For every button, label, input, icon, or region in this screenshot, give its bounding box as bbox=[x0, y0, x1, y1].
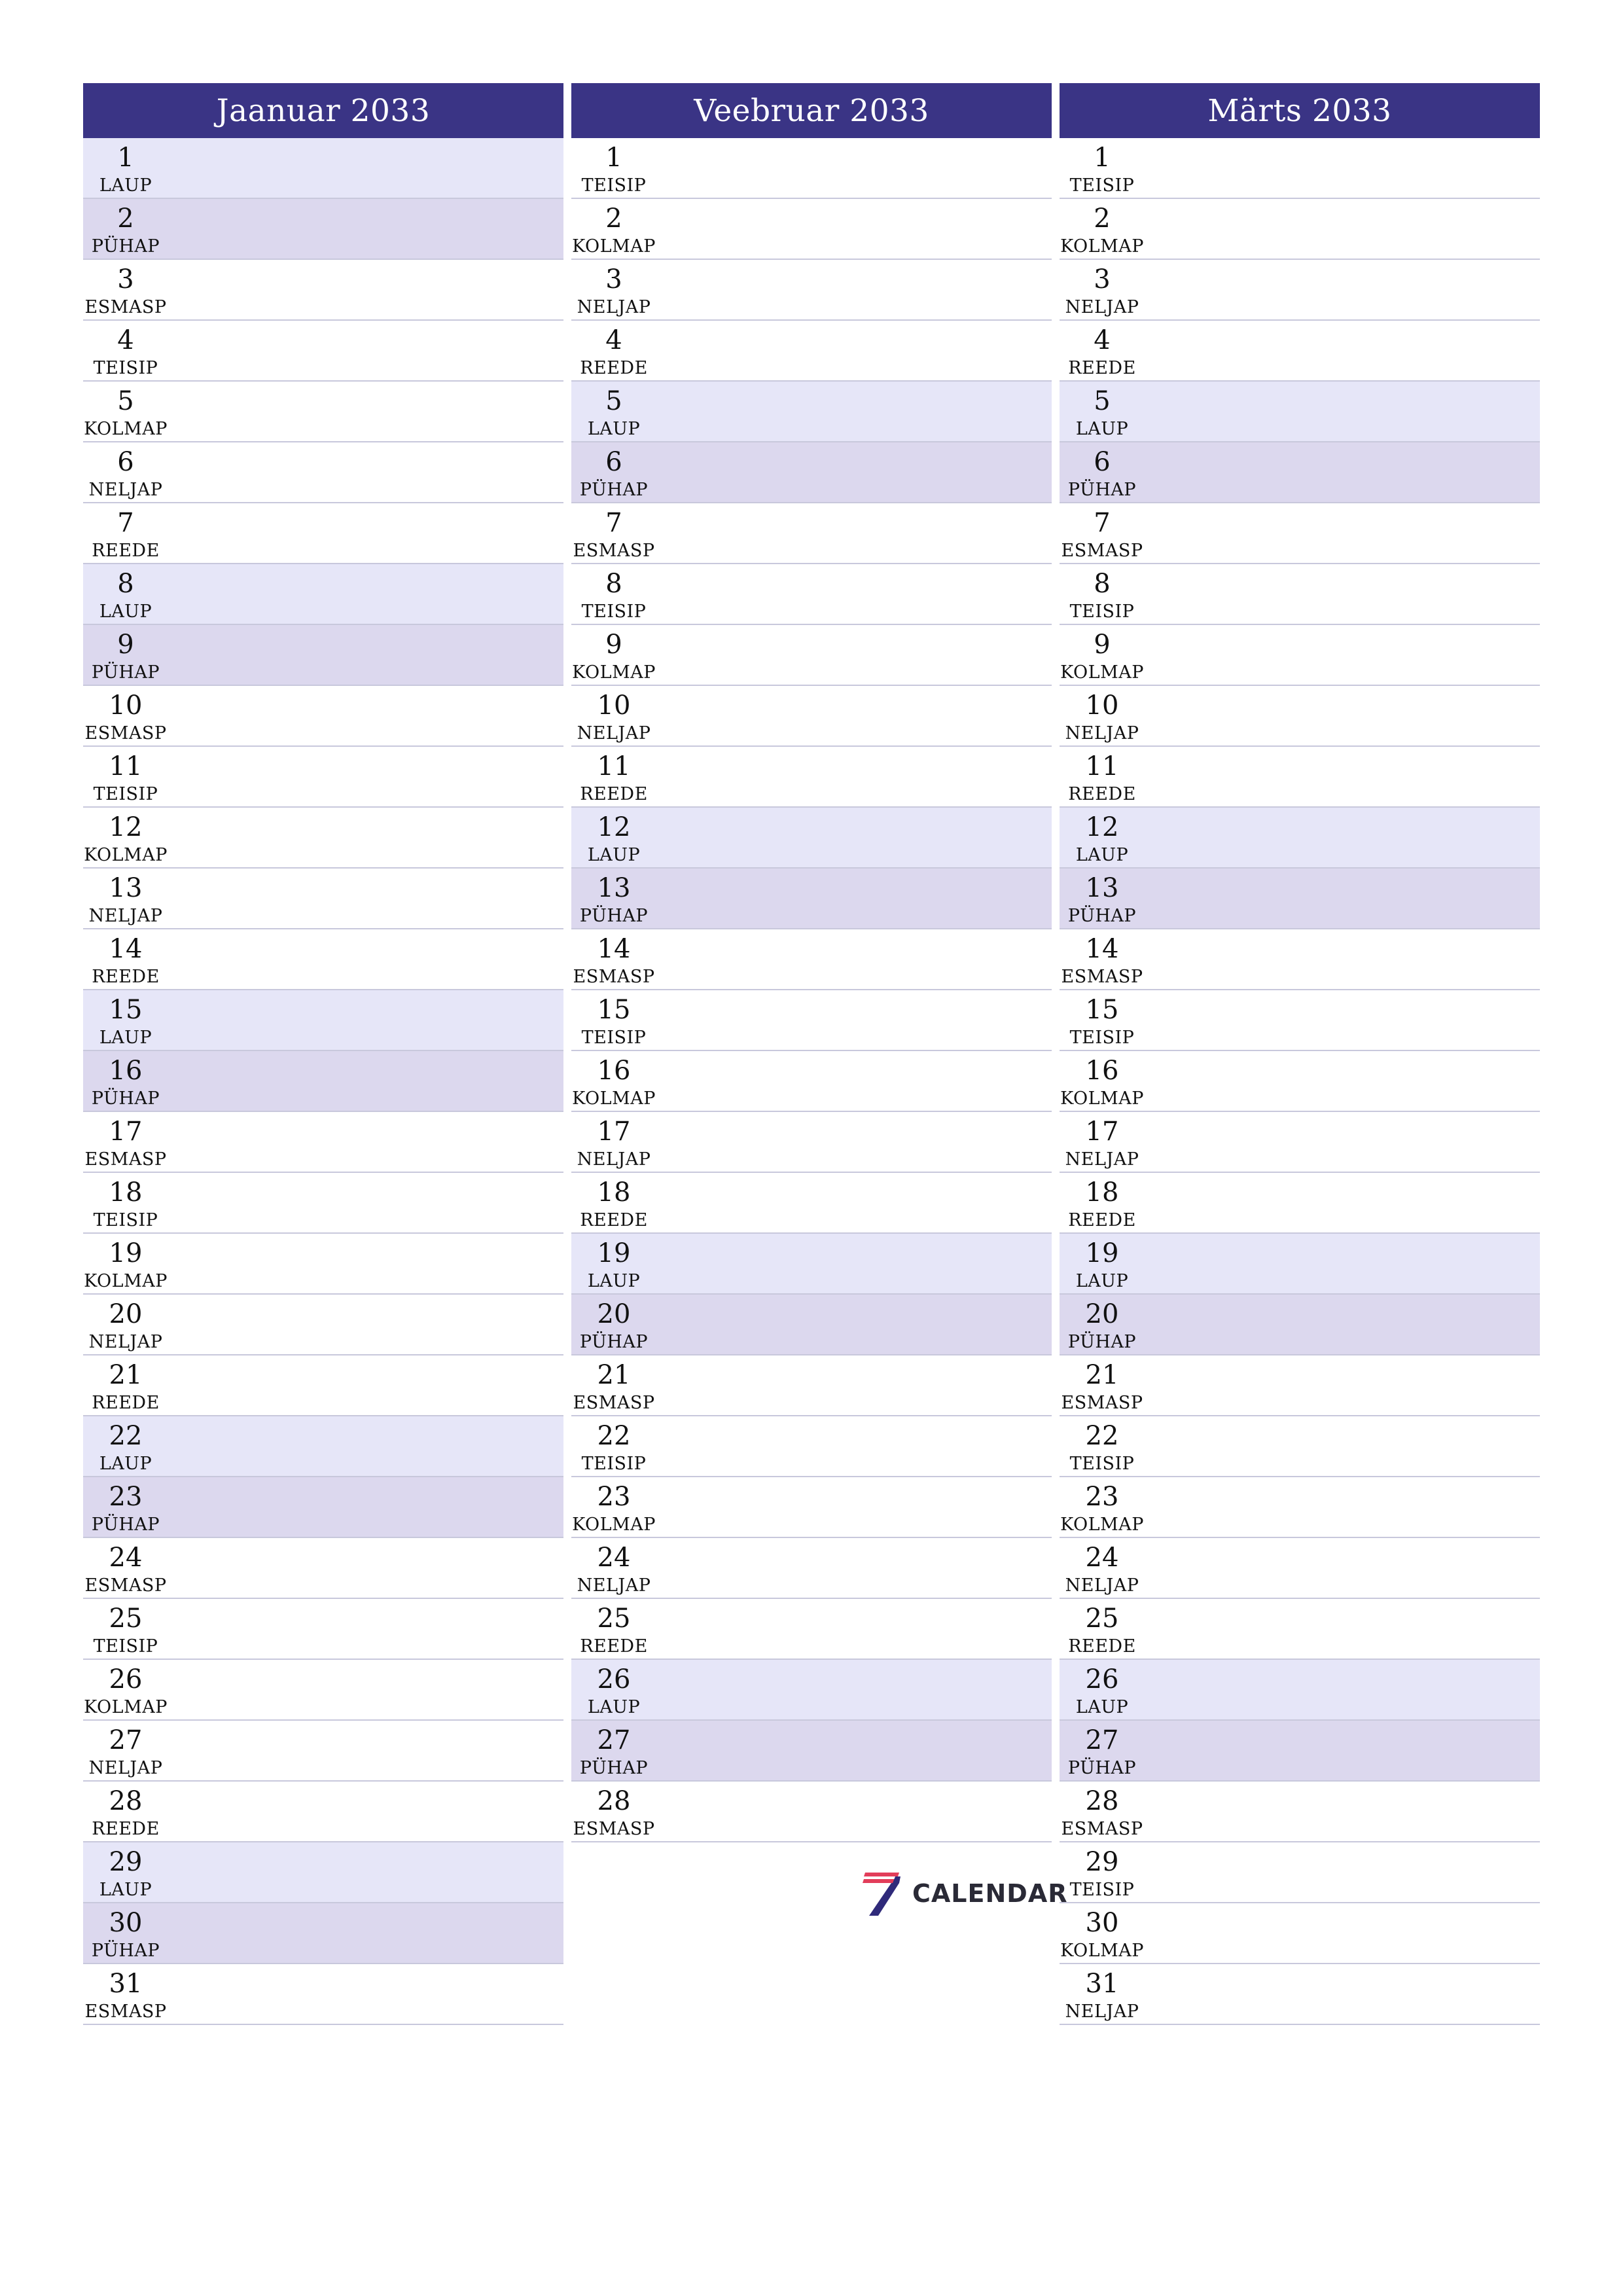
day-number: 7 bbox=[1094, 508, 1111, 538]
day-number: 15 bbox=[597, 995, 631, 1025]
weekday-name: ESMASP bbox=[84, 2001, 167, 2022]
day-number: 21 bbox=[1085, 1360, 1119, 1390]
day-row bbox=[571, 1355, 1052, 1416]
day-row bbox=[83, 1295, 563, 1355]
day-row bbox=[571, 199, 1052, 260]
month-march bbox=[1060, 83, 1540, 2025]
day-row bbox=[83, 990, 563, 1051]
seven-logo-icon bbox=[861, 1870, 903, 1917]
weekday-name: ESMASP bbox=[84, 1149, 167, 1170]
day-row bbox=[83, 1842, 563, 1903]
day-number: 22 bbox=[109, 1421, 143, 1451]
day-row bbox=[83, 1234, 563, 1295]
weekday-name: REEDE bbox=[580, 784, 648, 804]
weekday-name: LAUP bbox=[1075, 1697, 1129, 1717]
weekday-name: LAUP bbox=[1075, 419, 1129, 439]
weekday-name: KOLMAP bbox=[1060, 1515, 1144, 1535]
day-number: 22 bbox=[1085, 1421, 1119, 1451]
day-row bbox=[83, 503, 563, 564]
weekday-name: NELJAP bbox=[88, 1758, 163, 1778]
day-row bbox=[571, 442, 1052, 503]
day-number: 31 bbox=[1085, 1969, 1119, 1999]
weekday-name: NELJAP bbox=[1065, 2001, 1139, 2022]
day-row bbox=[571, 1538, 1052, 1599]
weekday-name: PÜHAP bbox=[1067, 1758, 1137, 1778]
weekday-name: LAUP bbox=[99, 175, 152, 196]
weekday-name: TEISIP bbox=[93, 1636, 158, 1657]
weekday-name: ESMASP bbox=[84, 297, 167, 317]
month-title: Jaanuar 2033 bbox=[83, 83, 563, 138]
weekday-name: KOLMAP bbox=[1060, 1088, 1144, 1109]
day-row bbox=[1060, 442, 1540, 503]
weekday-name: REEDE bbox=[580, 1636, 648, 1657]
day-number: 13 bbox=[1085, 873, 1119, 903]
day-row bbox=[1060, 1964, 1540, 2025]
day-number: 5 bbox=[117, 386, 134, 416]
weekday-name: ESMASP bbox=[1061, 1393, 1143, 1413]
day-number: 28 bbox=[597, 1786, 631, 1816]
day-row bbox=[571, 1295, 1052, 1355]
logo-text: CALENDAR bbox=[912, 1879, 1068, 1908]
day-row bbox=[83, 808, 563, 869]
day-row bbox=[83, 1721, 563, 1782]
weekday-name: ESMASP bbox=[1061, 541, 1143, 561]
day-row bbox=[571, 564, 1052, 625]
day-number: 14 bbox=[597, 934, 631, 964]
weekday-name: NELJAP bbox=[1065, 1149, 1139, 1170]
day-row bbox=[83, 382, 563, 442]
weekday-name: ESMASP bbox=[573, 1819, 655, 1839]
day-number: 14 bbox=[1085, 934, 1119, 964]
day-row bbox=[571, 1416, 1052, 1477]
day-row bbox=[571, 990, 1052, 1051]
day-number: 23 bbox=[1085, 1482, 1119, 1512]
day-number: 13 bbox=[109, 873, 143, 903]
day-row bbox=[571, 138, 1052, 199]
day-number: 2 bbox=[117, 204, 134, 234]
day-number: 30 bbox=[1085, 1908, 1119, 1938]
day-number: 27 bbox=[597, 1725, 631, 1755]
day-number: 18 bbox=[1085, 1177, 1119, 1208]
day-row bbox=[1060, 1112, 1540, 1173]
day-row bbox=[83, 1416, 563, 1477]
day-number: 19 bbox=[109, 1238, 143, 1268]
month-title: Märts 2033 bbox=[1060, 83, 1540, 138]
day-number: 5 bbox=[605, 386, 622, 416]
weekday-name: REEDE bbox=[92, 967, 160, 987]
day-number: 20 bbox=[597, 1299, 631, 1329]
day-number: 9 bbox=[1094, 630, 1111, 660]
day-row bbox=[571, 929, 1052, 990]
day-row bbox=[83, 1782, 563, 1842]
weekday-name: LAUP bbox=[99, 1028, 152, 1048]
day-number: 25 bbox=[1085, 1604, 1119, 1634]
day-number: 3 bbox=[605, 264, 622, 295]
day-row bbox=[83, 686, 563, 747]
weekday-name: NELJAP bbox=[88, 1332, 163, 1352]
day-number: 9 bbox=[605, 630, 622, 660]
day-number: 26 bbox=[1085, 1664, 1119, 1695]
month-title: Veebruar 2033 bbox=[571, 83, 1052, 138]
day-number: 9 bbox=[117, 630, 134, 660]
weekday-name: TEISIP bbox=[1069, 175, 1135, 196]
day-row bbox=[1060, 1660, 1540, 1721]
weekday-name: PÜHAP bbox=[1067, 480, 1137, 500]
day-number: 1 bbox=[605, 143, 622, 173]
day-number: 18 bbox=[597, 1177, 631, 1208]
weekday-name: ESMASP bbox=[1061, 1819, 1143, 1839]
day-row bbox=[571, 1599, 1052, 1660]
day-row bbox=[1060, 321, 1540, 382]
day-row bbox=[83, 564, 563, 625]
day-row bbox=[571, 1112, 1052, 1173]
day-row bbox=[1060, 869, 1540, 929]
day-row bbox=[83, 1051, 563, 1112]
day-number: 31 bbox=[109, 1969, 143, 1999]
day-number: 24 bbox=[597, 1543, 631, 1573]
day-number: 17 bbox=[1085, 1117, 1119, 1147]
weekday-name: NELJAP bbox=[88, 906, 163, 926]
day-row bbox=[571, 1173, 1052, 1234]
day-number: 29 bbox=[1085, 1847, 1119, 1877]
day-row bbox=[1060, 382, 1540, 442]
day-number: 14 bbox=[109, 934, 143, 964]
day-number: 6 bbox=[605, 447, 622, 477]
day-number: 2 bbox=[605, 204, 622, 234]
day-row bbox=[1060, 1173, 1540, 1234]
day-row bbox=[571, 747, 1052, 808]
day-number: 1 bbox=[1094, 143, 1111, 173]
day-row bbox=[571, 1721, 1052, 1782]
day-number: 20 bbox=[109, 1299, 143, 1329]
weekday-name: REEDE bbox=[1068, 358, 1136, 378]
day-number: 28 bbox=[109, 1786, 143, 1816]
weekday-name: REEDE bbox=[580, 358, 648, 378]
weekday-name: LAUP bbox=[587, 419, 641, 439]
weekday-name: PÜHAP bbox=[91, 1515, 160, 1535]
day-number: 8 bbox=[605, 569, 622, 599]
day-number: 17 bbox=[109, 1117, 143, 1147]
weekday-name: TEISIP bbox=[93, 1210, 158, 1230]
day-number: 5 bbox=[1094, 386, 1111, 416]
day-row bbox=[571, 1051, 1052, 1112]
weekday-name: NELJAP bbox=[88, 480, 163, 500]
day-row bbox=[1060, 1416, 1540, 1477]
day-row bbox=[1060, 686, 1540, 747]
day-row bbox=[571, 1782, 1052, 1842]
day-row bbox=[1060, 1599, 1540, 1660]
weekday-name: TEISIP bbox=[1069, 1028, 1135, 1048]
day-number: 15 bbox=[109, 995, 143, 1025]
day-number: 19 bbox=[1085, 1238, 1119, 1268]
day-row bbox=[571, 503, 1052, 564]
day-number: 30 bbox=[109, 1908, 143, 1938]
weekday-name: KOLMAP bbox=[84, 1697, 168, 1717]
weekday-name: NELJAP bbox=[577, 1575, 651, 1596]
day-number: 7 bbox=[605, 508, 622, 538]
day-number: 24 bbox=[1085, 1543, 1119, 1573]
day-number: 11 bbox=[109, 751, 143, 781]
weekday-name: KOLMAP bbox=[84, 845, 168, 865]
weekday-name: TEISIP bbox=[581, 1454, 647, 1474]
day-number: 6 bbox=[117, 447, 134, 477]
day-row bbox=[83, 1112, 563, 1173]
weekday-name: TEISIP bbox=[581, 1028, 647, 1048]
day-row bbox=[571, 686, 1052, 747]
day-number: 12 bbox=[1085, 812, 1119, 842]
day-row bbox=[83, 625, 563, 686]
weekday-name: ESMASP bbox=[573, 967, 655, 987]
calendar-logo bbox=[861, 1867, 1067, 1920]
weekday-name: REEDE bbox=[1068, 1636, 1136, 1657]
day-row bbox=[83, 442, 563, 503]
day-row bbox=[83, 869, 563, 929]
weekday-name: NELJAP bbox=[577, 297, 651, 317]
weekday-name: PÜHAP bbox=[91, 662, 160, 683]
day-row bbox=[1060, 808, 1540, 869]
day-row bbox=[83, 260, 563, 321]
day-row bbox=[83, 1964, 563, 2025]
day-number: 23 bbox=[109, 1482, 143, 1512]
day-row bbox=[83, 747, 563, 808]
weekday-name: ESMASP bbox=[573, 541, 655, 561]
day-number: 2 bbox=[1094, 204, 1111, 234]
day-number: 6 bbox=[1094, 447, 1111, 477]
weekday-name: ESMASP bbox=[1061, 967, 1143, 987]
weekday-name: KOLMAP bbox=[572, 1515, 656, 1535]
weekday-name: REEDE bbox=[580, 1210, 648, 1230]
day-row bbox=[1060, 1477, 1540, 1538]
day-list bbox=[83, 138, 563, 2025]
weekday-name: REEDE bbox=[1068, 784, 1136, 804]
weekday-name: PÜHAP bbox=[91, 1941, 160, 1961]
day-number: 26 bbox=[597, 1664, 631, 1695]
day-row bbox=[1060, 1234, 1540, 1295]
day-list bbox=[571, 138, 1052, 1842]
weekday-name: REEDE bbox=[92, 541, 160, 561]
day-number: 18 bbox=[109, 1177, 143, 1208]
weekday-name: LAUP bbox=[587, 1697, 641, 1717]
weekday-name: ESMASP bbox=[573, 1393, 655, 1413]
day-row bbox=[571, 1660, 1052, 1721]
month-february bbox=[571, 83, 1052, 1842]
day-row bbox=[571, 1234, 1052, 1295]
day-number: 20 bbox=[1085, 1299, 1119, 1329]
day-row bbox=[1060, 747, 1540, 808]
day-number: 11 bbox=[1085, 751, 1119, 781]
day-number: 21 bbox=[597, 1360, 631, 1390]
weekday-name: KOLMAP bbox=[572, 1088, 656, 1109]
day-row bbox=[83, 1477, 563, 1538]
day-number: 10 bbox=[1085, 691, 1119, 721]
weekday-name: PÜHAP bbox=[579, 1332, 649, 1352]
day-row bbox=[1060, 625, 1540, 686]
weekday-name: LAUP bbox=[587, 1271, 641, 1291]
day-number: 12 bbox=[597, 812, 631, 842]
weekday-name: KOLMAP bbox=[1060, 236, 1144, 257]
day-number: 28 bbox=[1085, 1786, 1119, 1816]
weekday-name: TEISIP bbox=[1069, 1454, 1135, 1474]
day-number: 11 bbox=[597, 751, 631, 781]
day-number: 25 bbox=[597, 1604, 631, 1634]
day-row bbox=[83, 1355, 563, 1416]
weekday-name: NELJAP bbox=[577, 723, 651, 744]
weekday-name: TEISIP bbox=[93, 784, 158, 804]
day-number: 26 bbox=[109, 1664, 143, 1695]
weekday-name: TEISIP bbox=[93, 358, 158, 378]
day-row bbox=[571, 625, 1052, 686]
day-row bbox=[1060, 1355, 1540, 1416]
day-row bbox=[571, 382, 1052, 442]
day-row bbox=[83, 929, 563, 990]
weekday-name: LAUP bbox=[1075, 1271, 1129, 1291]
weekday-name: PÜHAP bbox=[579, 1758, 649, 1778]
day-row bbox=[1060, 929, 1540, 990]
day-number: 27 bbox=[1085, 1725, 1119, 1755]
weekday-name: KOLMAP bbox=[1060, 662, 1144, 683]
day-number: 16 bbox=[109, 1056, 143, 1086]
day-number: 4 bbox=[605, 325, 622, 355]
day-number: 15 bbox=[1085, 995, 1119, 1025]
day-row bbox=[83, 1599, 563, 1660]
weekday-name: KOLMAP bbox=[1060, 1941, 1144, 1961]
weekday-name: NELJAP bbox=[1065, 297, 1139, 317]
weekday-name: ESMASP bbox=[84, 1575, 167, 1596]
day-row bbox=[1060, 1903, 1540, 1964]
day-number: 27 bbox=[109, 1725, 143, 1755]
weekday-name: REEDE bbox=[92, 1819, 160, 1839]
day-number: 22 bbox=[597, 1421, 631, 1451]
weekday-name: LAUP bbox=[99, 1880, 152, 1900]
weekday-name: PÜHAP bbox=[91, 1088, 160, 1109]
weekday-name: ESMASP bbox=[84, 723, 167, 744]
day-row bbox=[1060, 1782, 1540, 1842]
weekday-name: KOLMAP bbox=[84, 1271, 168, 1291]
day-number: 10 bbox=[109, 691, 143, 721]
day-row bbox=[83, 1173, 563, 1234]
weekday-name: TEISIP bbox=[581, 175, 647, 196]
day-number: 4 bbox=[117, 325, 134, 355]
day-row bbox=[1060, 564, 1540, 625]
day-number: 21 bbox=[109, 1360, 143, 1390]
day-row bbox=[83, 1660, 563, 1721]
day-number: 23 bbox=[597, 1482, 631, 1512]
day-number: 29 bbox=[109, 1847, 143, 1877]
day-row bbox=[1060, 1721, 1540, 1782]
day-row bbox=[1060, 199, 1540, 260]
weekday-name: LAUP bbox=[587, 845, 641, 865]
day-number: 7 bbox=[117, 508, 134, 538]
weekday-name: REEDE bbox=[1068, 1210, 1136, 1230]
day-row bbox=[1060, 1051, 1540, 1112]
day-number: 3 bbox=[117, 264, 134, 295]
day-row bbox=[83, 1903, 563, 1964]
weekday-name: PÜHAP bbox=[1067, 1332, 1137, 1352]
day-number: 8 bbox=[1094, 569, 1111, 599]
day-row bbox=[83, 199, 563, 260]
day-number: 16 bbox=[1085, 1056, 1119, 1086]
weekday-name: NELJAP bbox=[577, 1149, 651, 1170]
weekday-name: KOLMAP bbox=[572, 662, 656, 683]
day-number: 12 bbox=[109, 812, 143, 842]
weekday-name: TEISIP bbox=[1069, 1880, 1135, 1900]
weekday-name: TEISIP bbox=[1069, 601, 1135, 622]
day-row bbox=[571, 869, 1052, 929]
weekday-name: LAUP bbox=[1075, 845, 1129, 865]
weekday-name: REEDE bbox=[92, 1393, 160, 1413]
weekday-name: LAUP bbox=[99, 1454, 152, 1474]
day-row bbox=[1060, 990, 1540, 1051]
day-number: 19 bbox=[597, 1238, 631, 1268]
weekday-name: PÜHAP bbox=[579, 480, 649, 500]
month-january bbox=[83, 83, 563, 2025]
day-number: 16 bbox=[597, 1056, 631, 1086]
day-row bbox=[1060, 503, 1540, 564]
day-row bbox=[1060, 1295, 1540, 1355]
day-row bbox=[1060, 1538, 1540, 1599]
weekday-name: KOLMAP bbox=[572, 236, 656, 257]
day-row bbox=[83, 138, 563, 199]
day-number: 8 bbox=[117, 569, 134, 599]
day-number: 4 bbox=[1094, 325, 1111, 355]
day-number: 1 bbox=[117, 143, 134, 173]
weekday-name: KOLMAP bbox=[84, 419, 168, 439]
day-number: 13 bbox=[597, 873, 631, 903]
day-row bbox=[571, 260, 1052, 321]
weekday-name: NELJAP bbox=[1065, 1575, 1139, 1596]
weekday-name: PÜHAP bbox=[1067, 906, 1137, 926]
day-row bbox=[83, 1538, 563, 1599]
weekday-name: NELJAP bbox=[1065, 723, 1139, 744]
day-number: 17 bbox=[597, 1117, 631, 1147]
day-number: 3 bbox=[1094, 264, 1111, 295]
day-row bbox=[571, 808, 1052, 869]
weekday-name: LAUP bbox=[99, 601, 152, 622]
day-number: 10 bbox=[597, 691, 631, 721]
day-row bbox=[571, 321, 1052, 382]
day-number: 24 bbox=[109, 1543, 143, 1573]
day-row bbox=[83, 321, 563, 382]
day-row bbox=[1060, 138, 1540, 199]
weekday-name: PÜHAP bbox=[91, 236, 160, 257]
day-row bbox=[571, 1477, 1052, 1538]
day-row bbox=[1060, 1842, 1540, 1903]
weekday-name: PÜHAP bbox=[579, 906, 649, 926]
day-number: 25 bbox=[109, 1604, 143, 1634]
day-row bbox=[1060, 260, 1540, 321]
day-list bbox=[1060, 138, 1540, 2025]
weekday-name: TEISIP bbox=[581, 601, 647, 622]
